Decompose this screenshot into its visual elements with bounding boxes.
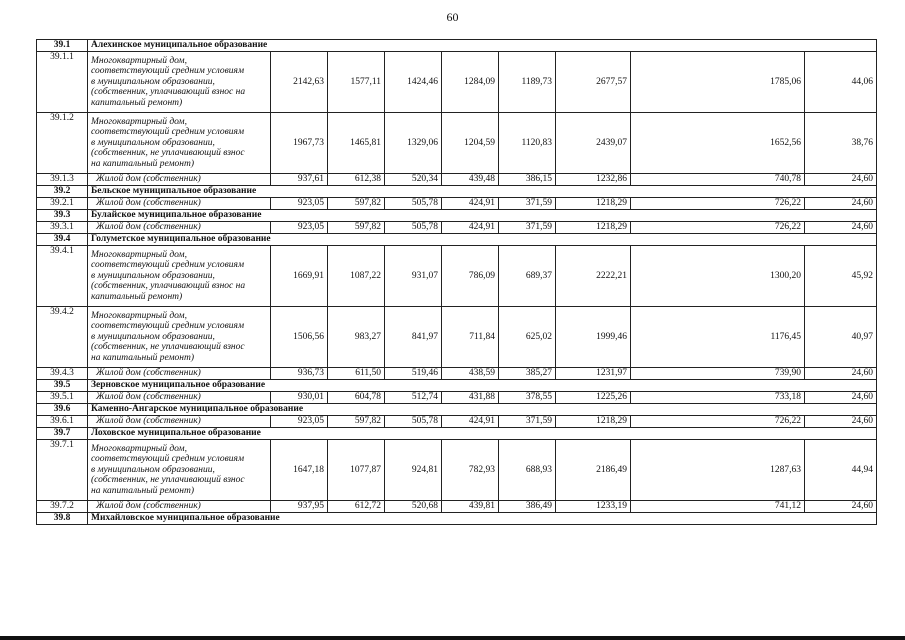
value-cell: 1506,56 bbox=[271, 307, 328, 368]
section-name: Лоховское муниципальное образование bbox=[88, 428, 877, 440]
row-description bbox=[88, 198, 271, 210]
value-cell: 386,15 bbox=[499, 174, 556, 186]
row-description bbox=[88, 440, 271, 501]
value-cell: 38,76 bbox=[805, 113, 877, 174]
row-description bbox=[88, 392, 271, 404]
row-code: 39.1.1 bbox=[37, 52, 88, 113]
row-description bbox=[88, 368, 271, 380]
value-cell: 378,55 bbox=[499, 392, 556, 404]
value-cell: 597,82 bbox=[328, 222, 385, 234]
value-cell: 1225,26 bbox=[556, 392, 631, 404]
table-row bbox=[37, 174, 877, 186]
value-cell: 1189,73 bbox=[499, 52, 556, 113]
description-line: соответствующий средним условиям bbox=[91, 66, 245, 77]
description-line: соответствующий средним условиям bbox=[91, 260, 245, 271]
value-cell: 726,22 bbox=[631, 416, 805, 428]
table-row bbox=[37, 501, 877, 513]
value-cell: 711,84 bbox=[442, 307, 499, 368]
row-code: 39.4.2 bbox=[37, 307, 88, 368]
table-row bbox=[37, 392, 877, 404]
row-code: 39.2.1 bbox=[37, 198, 88, 210]
value-cell: 1287,63 bbox=[631, 440, 805, 501]
description-line: соответствующий средним условиям bbox=[91, 127, 245, 138]
value-cell: 937,61 bbox=[271, 174, 328, 186]
value-cell: 1218,29 bbox=[556, 198, 631, 210]
row-description bbox=[88, 113, 271, 174]
value-cell: 44,94 bbox=[805, 440, 877, 501]
value-cell: 604,78 bbox=[328, 392, 385, 404]
description-line: капитальный ремонт) bbox=[91, 291, 183, 302]
value-cell: 44,06 bbox=[805, 52, 877, 113]
value-cell: 612,38 bbox=[328, 174, 385, 186]
value-cell: 1120,83 bbox=[499, 113, 556, 174]
section-name: Михайловское муниципальное образование bbox=[88, 513, 877, 525]
section-row bbox=[37, 210, 877, 222]
description-line: в муниципальном образовании, bbox=[91, 76, 215, 87]
value-cell: 1785,06 bbox=[631, 52, 805, 113]
value-cell: 1218,29 bbox=[556, 222, 631, 234]
value-cell: 386,49 bbox=[499, 501, 556, 513]
value-cell: 1176,45 bbox=[631, 307, 805, 368]
value-cell: 688,93 bbox=[499, 440, 556, 501]
description-line: Жилой дом (собственник) bbox=[96, 416, 201, 427]
value-cell: 45,92 bbox=[805, 246, 877, 307]
value-cell: 371,59 bbox=[499, 222, 556, 234]
description-line: на капитальный ремонт) bbox=[91, 485, 195, 496]
value-cell: 733,18 bbox=[631, 392, 805, 404]
value-cell: 438,59 bbox=[442, 368, 499, 380]
row-code: 39.6.1 bbox=[37, 416, 88, 428]
table-row bbox=[37, 246, 877, 307]
description-line: соответствующий средним условиям bbox=[91, 321, 245, 332]
value-cell: 936,73 bbox=[271, 368, 328, 380]
value-cell: 24,60 bbox=[805, 416, 877, 428]
value-cell: 1647,18 bbox=[271, 440, 328, 501]
value-cell: 24,60 bbox=[805, 198, 877, 210]
description-line: в муниципальном образовании, bbox=[91, 464, 215, 475]
section-code: 39.3 bbox=[37, 210, 88, 222]
description-line: Жилой дом (собственник) bbox=[96, 198, 201, 209]
value-cell: 1231,97 bbox=[556, 368, 631, 380]
table-body bbox=[37, 40, 877, 525]
value-cell: 597,82 bbox=[328, 416, 385, 428]
value-cell: 1284,09 bbox=[442, 52, 499, 113]
section-code: 39.6 bbox=[37, 404, 88, 416]
value-cell: 726,22 bbox=[631, 222, 805, 234]
value-cell: 24,60 bbox=[805, 368, 877, 380]
table-row bbox=[37, 113, 877, 174]
page-number: 60 bbox=[446, 10, 459, 24]
description-line: Многоквартирный дом, bbox=[91, 55, 187, 66]
description-line: Жилой дом (собственник) bbox=[96, 174, 201, 185]
description-line: на капитальный ремонт) bbox=[91, 352, 195, 363]
value-cell: 385,27 bbox=[499, 368, 556, 380]
section-row bbox=[37, 428, 877, 440]
row-code: 39.1.2 bbox=[37, 113, 88, 174]
table-row bbox=[37, 307, 877, 368]
value-cell: 505,78 bbox=[385, 198, 442, 210]
value-cell: 439,48 bbox=[442, 174, 499, 186]
row-description bbox=[88, 307, 271, 368]
value-cell: 930,01 bbox=[271, 392, 328, 404]
value-cell: 2142,63 bbox=[271, 52, 328, 113]
value-cell: 24,60 bbox=[805, 501, 877, 513]
description-line: Многоквартирный дом, bbox=[91, 249, 187, 260]
value-cell: 923,05 bbox=[271, 416, 328, 428]
description-line: в муниципальном образовании, bbox=[91, 270, 215, 281]
value-cell: 371,59 bbox=[499, 416, 556, 428]
row-code: 39.3.1 bbox=[37, 222, 88, 234]
section-row bbox=[37, 234, 877, 246]
row-description bbox=[88, 246, 271, 307]
table-row bbox=[37, 198, 877, 210]
description-line: Жилой дом (собственник) bbox=[96, 501, 201, 512]
value-cell: 519,46 bbox=[385, 368, 442, 380]
description-line: Жилой дом (собственник) bbox=[96, 392, 201, 403]
description-line: в муниципальном образовании, bbox=[91, 331, 215, 342]
section-row bbox=[37, 380, 877, 392]
value-cell: 431,88 bbox=[442, 392, 499, 404]
value-cell: 1233,19 bbox=[556, 501, 631, 513]
row-code: 39.4.1 bbox=[37, 246, 88, 307]
section-name: Бельское муниципальное образование bbox=[88, 186, 877, 198]
description-line: (собственник, не уплачивающий взнос bbox=[91, 342, 245, 353]
description-line: Многоквартирный дом, bbox=[91, 116, 187, 127]
value-cell: 841,97 bbox=[385, 307, 442, 368]
description-line: Жилой дом (собственник) bbox=[96, 368, 201, 379]
row-description bbox=[88, 222, 271, 234]
row-code: 39.5.1 bbox=[37, 392, 88, 404]
section-code: 39.1 bbox=[37, 40, 88, 52]
section-name: Каменно-Ангарское муниципальное образование bbox=[88, 404, 877, 416]
row-code: 39.7.2 bbox=[37, 501, 88, 513]
bottom-rule bbox=[0, 636, 905, 640]
section-code: 39.8 bbox=[37, 513, 88, 525]
value-cell: 1204,59 bbox=[442, 113, 499, 174]
value-cell: 2677,57 bbox=[556, 52, 631, 113]
value-cell: 424,91 bbox=[442, 222, 499, 234]
value-cell: 782,93 bbox=[442, 440, 499, 501]
row-description bbox=[88, 52, 271, 113]
value-cell: 1465,81 bbox=[328, 113, 385, 174]
value-cell: 424,91 bbox=[442, 198, 499, 210]
value-cell: 931,07 bbox=[385, 246, 442, 307]
value-cell: 2186,49 bbox=[556, 440, 631, 501]
table-row bbox=[37, 52, 877, 113]
value-cell: 24,60 bbox=[805, 392, 877, 404]
description-line: соответствующий средним условиям bbox=[91, 454, 245, 465]
value-cell: 1577,11 bbox=[328, 52, 385, 113]
row-description bbox=[88, 174, 271, 186]
value-cell: 740,78 bbox=[631, 174, 805, 186]
description-line: (собственник, уплачивающий взнос на bbox=[91, 281, 246, 292]
row-description bbox=[88, 501, 271, 513]
value-cell: 24,60 bbox=[805, 222, 877, 234]
value-cell: 424,91 bbox=[442, 416, 499, 428]
value-cell: 1329,06 bbox=[385, 113, 442, 174]
value-cell: 689,37 bbox=[499, 246, 556, 307]
description-line: (собственник, уплачивающий взнос на bbox=[91, 87, 246, 98]
section-code: 39.2 bbox=[37, 186, 88, 198]
section-row bbox=[37, 40, 877, 52]
value-cell: 2222,21 bbox=[556, 246, 631, 307]
section-code: 39.5 bbox=[37, 380, 88, 392]
row-code: 39.4.3 bbox=[37, 368, 88, 380]
value-cell: 937,95 bbox=[271, 501, 328, 513]
value-cell: 923,05 bbox=[271, 222, 328, 234]
value-cell: 512,74 bbox=[385, 392, 442, 404]
section-name: Зерновское муниципальное образование bbox=[88, 380, 877, 392]
value-cell: 739,90 bbox=[631, 368, 805, 380]
value-cell: 923,05 bbox=[271, 198, 328, 210]
description-line: (собственник, не уплачивающий взнос bbox=[91, 148, 245, 159]
value-cell: 24,60 bbox=[805, 174, 877, 186]
description-line: Жилой дом (собственник) bbox=[96, 222, 201, 233]
value-cell: 741,12 bbox=[631, 501, 805, 513]
value-cell: 726,22 bbox=[631, 198, 805, 210]
value-cell: 1218,29 bbox=[556, 416, 631, 428]
description-line: в муниципальном образовании, bbox=[91, 137, 215, 148]
description-line: Многоквартирный дом, bbox=[91, 310, 187, 321]
value-cell: 1077,87 bbox=[328, 440, 385, 501]
section-name: Голуметское муниципальное образование bbox=[88, 234, 877, 246]
value-cell: 1652,56 bbox=[631, 113, 805, 174]
row-code: 39.1.3 bbox=[37, 174, 88, 186]
value-cell: 983,27 bbox=[328, 307, 385, 368]
value-cell: 1424,46 bbox=[385, 52, 442, 113]
value-cell: 1999,46 bbox=[556, 307, 631, 368]
value-cell: 1300,20 bbox=[631, 246, 805, 307]
value-cell: 611,50 bbox=[328, 368, 385, 380]
section-name: Алехинское муниципальное образование bbox=[88, 40, 877, 52]
value-cell: 786,09 bbox=[442, 246, 499, 307]
table-row bbox=[37, 222, 877, 234]
value-cell: 371,59 bbox=[499, 198, 556, 210]
table-row bbox=[37, 440, 877, 501]
section-row bbox=[37, 186, 877, 198]
tariff-table bbox=[36, 39, 877, 525]
section-row bbox=[37, 513, 877, 525]
value-cell: 1967,73 bbox=[271, 113, 328, 174]
value-cell: 597,82 bbox=[328, 198, 385, 210]
section-code: 39.7 bbox=[37, 428, 88, 440]
value-cell: 1087,22 bbox=[328, 246, 385, 307]
row-description bbox=[88, 416, 271, 428]
value-cell: 1232,86 bbox=[556, 174, 631, 186]
value-cell: 924,81 bbox=[385, 440, 442, 501]
row-code: 39.7.1 bbox=[37, 440, 88, 501]
section-code: 39.4 bbox=[37, 234, 88, 246]
value-cell: 505,78 bbox=[385, 222, 442, 234]
value-cell: 612,72 bbox=[328, 501, 385, 513]
description-line: (собственник, не уплачивающий взнос bbox=[91, 475, 245, 486]
section-name: Булайское муниципальное образование bbox=[88, 210, 877, 222]
description-line: капитальный ремонт) bbox=[91, 97, 183, 108]
value-cell: 439,81 bbox=[442, 501, 499, 513]
value-cell: 40,97 bbox=[805, 307, 877, 368]
value-cell: 520,34 bbox=[385, 174, 442, 186]
value-cell: 520,68 bbox=[385, 501, 442, 513]
section-row bbox=[37, 404, 877, 416]
table-row bbox=[37, 416, 877, 428]
value-cell: 505,78 bbox=[385, 416, 442, 428]
value-cell: 1669,91 bbox=[271, 246, 328, 307]
description-line: Многоквартирный дом, bbox=[91, 443, 187, 454]
value-cell: 2439,07 bbox=[556, 113, 631, 174]
description-line: на капитальный ремонт) bbox=[91, 158, 195, 169]
value-cell: 625,02 bbox=[499, 307, 556, 368]
table-row bbox=[37, 368, 877, 380]
